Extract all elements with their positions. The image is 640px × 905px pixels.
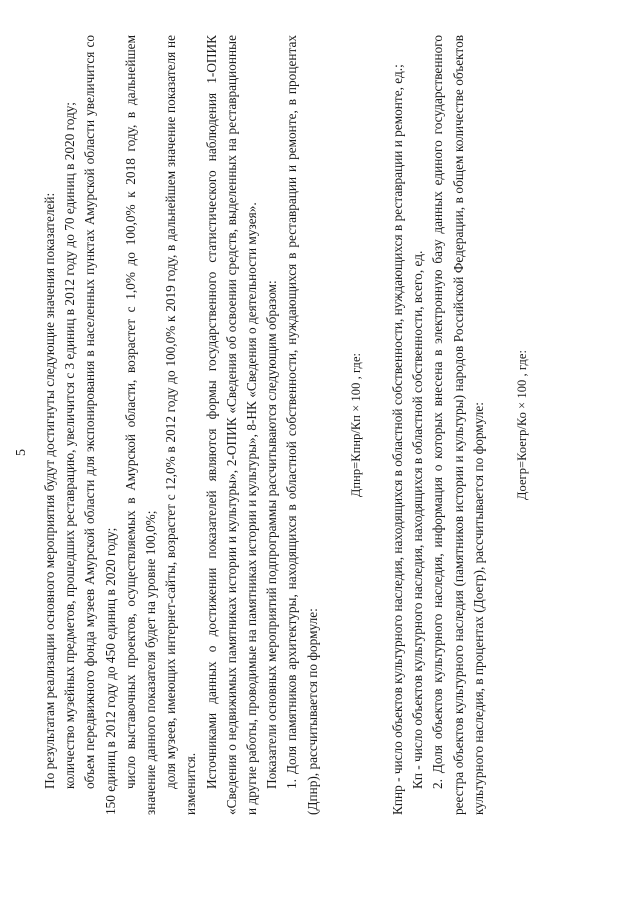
paragraph-exhibition-projects: число выставочных проектов, осуществляемых в Амурской области, возрастет с 1,0% до 100,0% к 2018 году, в дальнейшем значение данного показателя будет на уровне 100,0%; (122, 35, 159, 815)
paragraph-indicator-2: 2. Доля объектов культурного наследия, информация о которых внесена в электронную базу данных единого государственного реестра объектов культурного наследия (памятников истории и культуры) народов Российской Федерации, в общем количестве объектов культурного наследия, в процентах (Доегр), рассчитывается по формуле: (430, 35, 486, 815)
formula-dpnr: Дпнр=Кпнр/Кп × 100 , где: (348, 352, 363, 498)
paragraph-kpnr-definition: Кпнр - число объектов культурного наследия, находящихся в областной собственности, нуждающихся в реставрации и ремонте, ед.; (390, 64, 406, 815)
paragraph-data-sources: Источниками данных о достижении показателей являются формы государственного статистического наблюдения 1-ОПИК «Сведения о недвижимых памятниках истории и культуры», 2-ОПИК «Сведения об освоении средств, выделенных на реставрационные и другие работы, проводимые на памятниках истории и культуры», 8-НК «Сведения о деятельности музея». (203, 35, 260, 815)
paragraph-museum-websites: доля музеев, имеющих интернет-сайты, возрастет с 12,0% в 2012 году до 100,0% к 2019 году, в дальнейшем значение показателя не изменится. (163, 35, 199, 815)
paragraph-kp-definition: Кп - число объектов культурного наследия, находящихся в областной собственности, всего, ед. (410, 250, 426, 789)
paragraph-mobile-fund: объем передвижного фонда музеев Амурской области для экспонирования в населенных пунктах Амурской области увеличится со 150 единиц в 2012 году до 450 единиц в 2020 году; (82, 35, 118, 815)
document-body (40, 35, 554, 815)
formula-doegr: Доегр=Коегр/Ко × 100 , где: (515, 349, 530, 501)
paragraph-indicator-1: 1. Доля памятников архитектуры, находящихся в областной собственности, нуждающихся в реставрации и ремонте, в процентах (Дпнр), рассчитывается по формуле: (284, 35, 320, 815)
page-number: 5 (14, 449, 29, 456)
paragraph-museum-items: количество музейных предметов, прошедших реставрацию, увеличится с 3 единиц в 2012 году до 70 единиц в 2020 году; (62, 102, 78, 789)
paragraph-calculation-intro: Показатели основных мероприятий подпрограммы рассчитываются следующим образом: (264, 280, 280, 789)
paragraph-results-intro: По результатам реализации основного мероприятия будут достигнуты следующие значения показателей: (42, 192, 57, 789)
